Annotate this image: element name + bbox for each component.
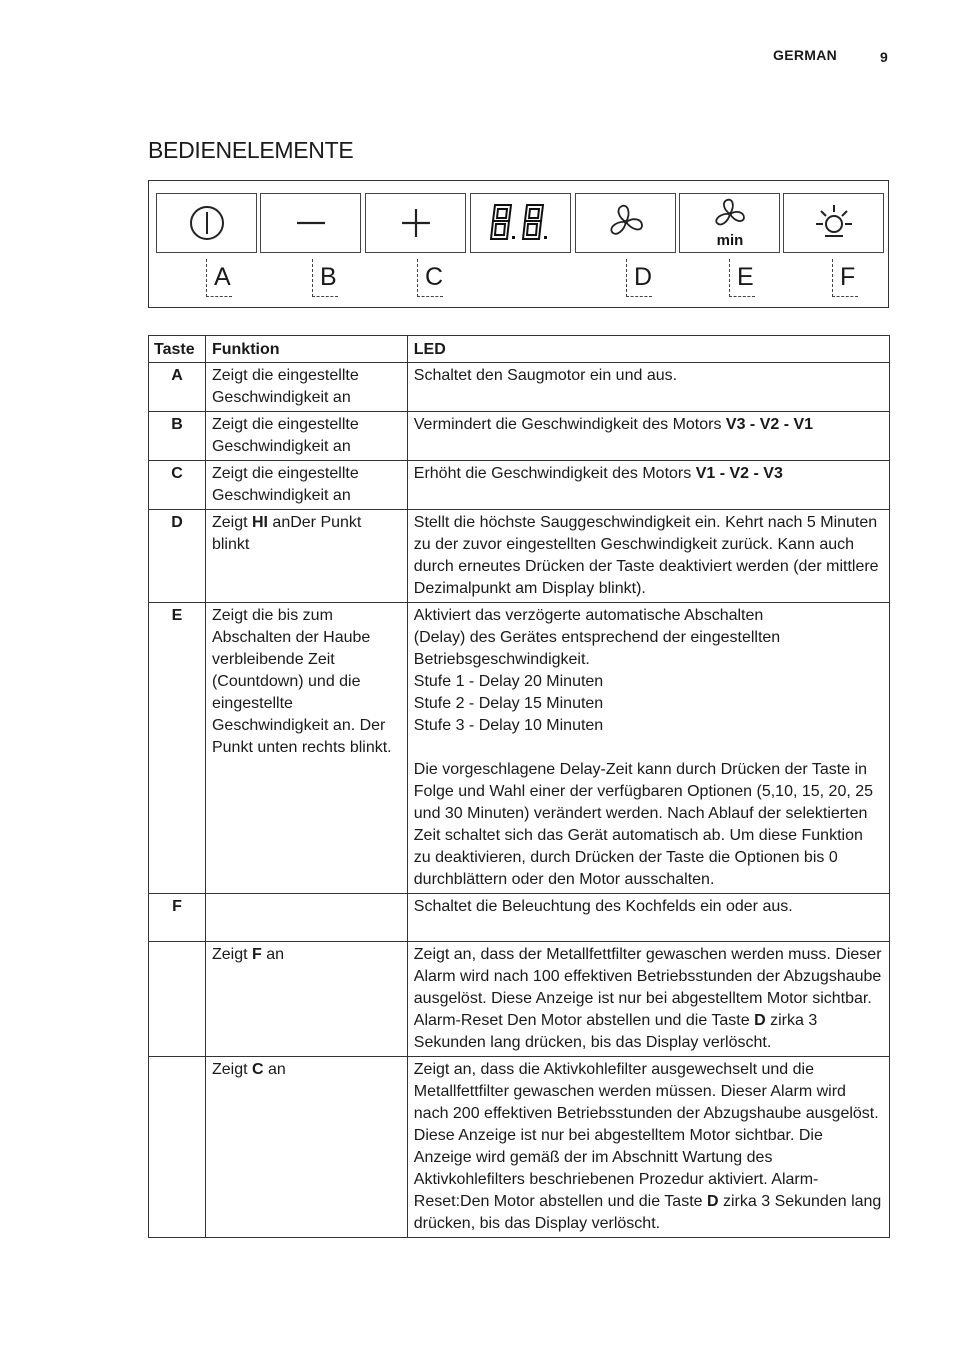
- row-key: B: [149, 412, 206, 461]
- led-text-bold: D: [754, 1012, 766, 1029]
- section-title: BEDIENELEMENTE: [148, 137, 354, 163]
- display-88-icon: [479, 199, 563, 247]
- control-panel-diagram: [148, 180, 889, 308]
- led-line: Aktiviert das verzögerte automatische Abschalten: [413, 607, 764, 624]
- table-row: [149, 510, 890, 603]
- marker-f: [832, 259, 858, 297]
- table-row: [149, 363, 890, 412]
- marker-label: F: [840, 263, 856, 291]
- function-text: Zeigt: [211, 514, 252, 531]
- led-line: Stufe 2 - Delay 15 Minuten: [413, 695, 604, 712]
- marker-label: A: [214, 263, 231, 291]
- row-function: [205, 1057, 407, 1238]
- row-led: [407, 461, 889, 510]
- table-header-funktion: Funktion: [205, 336, 407, 363]
- led-line: Stufe 1 - Delay 20 Minuten: [413, 673, 604, 690]
- light-button-diagram: [783, 193, 884, 253]
- table-row: [149, 603, 890, 894]
- led-text-bold: V3 - V2 - V1: [725, 416, 814, 433]
- power-button-diagram: [156, 193, 257, 253]
- row-function: [205, 942, 407, 1057]
- marker-a: [206, 259, 232, 297]
- table-header-led: LED: [407, 336, 889, 363]
- row-led: Stellt die höchste Sauggeschwindigkeit ein. Kehrt nach 5 Minuten zu der zuvor eingestellten Geschwindigkeit zurück. Kann auch durch erneutes Drücken der Taste deaktiviert werden (der mittlere Dezimalpunkt am Display blinkt).: [407, 510, 889, 603]
- led-text: Vermindert die Geschwindigkeit des Motors: [413, 416, 726, 433]
- power-icon: [187, 203, 227, 243]
- fan-icon: [604, 201, 648, 245]
- fan-button-diagram: [575, 193, 676, 253]
- table-header-taste: Taste: [149, 336, 206, 363]
- function-text: an: [261, 946, 285, 963]
- row-key: F: [149, 894, 206, 942]
- led-line: Stufe 3 - Delay 10 Minuten: [413, 717, 604, 734]
- row-function: Zeigt die bis zum Abschalten der Haube verbleibende Zeit (Countdown) und die eingestellte Geschwindigkeit an. Der Punkt unten rechts blinkt.: [205, 603, 407, 894]
- functions-table: [148, 335, 890, 1238]
- led-text-bold: V1 - V2 - V3: [695, 465, 783, 482]
- table-row: [149, 461, 890, 510]
- table-row: [149, 412, 890, 461]
- row-key: C: [149, 461, 206, 510]
- table-header-row: [149, 336, 890, 363]
- marker-label: E: [737, 263, 754, 291]
- display-diagram: [470, 193, 571, 253]
- light-icon: [812, 201, 856, 245]
- marker-d: [626, 259, 652, 297]
- row-function: Zeigt die eingestellte Geschwindigkeit an: [205, 412, 407, 461]
- marker-label: D: [634, 263, 653, 291]
- minus-icon: [291, 203, 331, 243]
- function-text: Zeigt: [211, 946, 252, 963]
- row-function: Zeigt die eingestellte Geschwindigkeit an: [205, 461, 407, 510]
- plus-button-diagram: [365, 193, 466, 253]
- fan-min-button-diagram: [679, 193, 780, 253]
- led-text: Erhöht die Geschwindigkeit des Motors: [413, 465, 696, 482]
- led-line: Betriebsgeschwindigkeit.: [413, 651, 590, 668]
- marker-label: B: [320, 263, 337, 291]
- row-function: [205, 510, 407, 603]
- row-key: [149, 942, 206, 1057]
- fan-min-icon: [705, 197, 755, 249]
- marker-c: [417, 259, 443, 297]
- fan-min-label: min: [716, 232, 743, 249]
- led-text: Zeigt an, dass die Aktivkohlefilter ausgewechselt und die Metallfettfilter gewaschen werden müssen. Dieser Alarm wird nach 200 effektiven Betriebsstunden der Abzugshaube ausgelöst. Diese Anzeige ist nur bei abgestelltem Motor sichtbar. Die Anzeige wird gemäß der im Abschnitt Wartung des Aktivkohlefilters beschriebenen Prozedur aktiviert. Alarm-Reset:Den Motor abstellen und die Taste: [413, 1061, 879, 1210]
- led-text: Zeigt an, dass der Metallfettfilter gewaschen werden muss. Dieser Alarm wird nach 100 effektiven Betriebsstunden der Abzugshaube ausgelöst. Diese Anzeige ist nur bei abgestelltem Motor sichtbar. Alarm-Reset Den Motor abstellen und die Taste: [413, 946, 882, 1029]
- function-text: anDer Punkt blinkt: [211, 514, 362, 553]
- function-text-bold: HI: [251, 514, 268, 531]
- table-row: [149, 1057, 890, 1238]
- page-language-label: GERMAN: [773, 47, 838, 63]
- led-text: zirka 3 Sekunden lang drücken, bis das Display verlöscht.: [413, 1193, 882, 1232]
- led-line: (Delay) des Gerätes entsprechend der eingestellten: [413, 629, 781, 646]
- row-key: [149, 1057, 206, 1238]
- row-led: [407, 942, 889, 1057]
- row-key: E: [149, 603, 206, 894]
- marker-label: C: [425, 263, 444, 291]
- row-led: [407, 1057, 889, 1238]
- row-key: D: [149, 510, 206, 603]
- function-text-bold: C: [251, 1061, 264, 1078]
- row-led: [407, 603, 889, 894]
- function-text: Zeigt: [211, 1061, 252, 1078]
- plus-icon: [396, 203, 436, 243]
- marker-b: [312, 259, 338, 297]
- row-led: Schaltet den Saugmotor ein und aus.: [407, 363, 889, 412]
- led-text: zirka 3 Sekunden lang drücken, bis das Display verlöscht.: [413, 1012, 818, 1051]
- page-number: 9: [880, 49, 888, 65]
- table-row: [149, 942, 890, 1057]
- row-led: Schaltet die Beleuchtung des Kochfelds ein oder aus.: [407, 894, 889, 942]
- led-text-bold: D: [706, 1193, 719, 1210]
- row-function: Zeigt die eingestellte Geschwindigkeit an: [205, 363, 407, 412]
- led-paragraph: Die vorgeschlagene Delay-Zeit kann durch Drücken der Taste in Folge und Wahl einer der verfügbaren Optionen (5,10, 15, 20, 25 und 30 Minuten) verändert werden. Nach Ablauf der selektierten Zeit schaltet sich das Gerät automatisch ab. Um diese Funktion zu deaktivieren, durch Drücken der Taste die Optionen bis 0 durchblättern oder den Motor ausschalten.: [413, 761, 874, 888]
- minus-button-diagram: [260, 193, 361, 253]
- marker-e: [729, 259, 755, 297]
- function-text: an: [263, 1061, 286, 1078]
- function-text-bold: F: [251, 946, 262, 963]
- row-led: [407, 412, 889, 461]
- table-row: [149, 894, 890, 942]
- row-key: A: [149, 363, 206, 412]
- row-function: [205, 894, 407, 942]
